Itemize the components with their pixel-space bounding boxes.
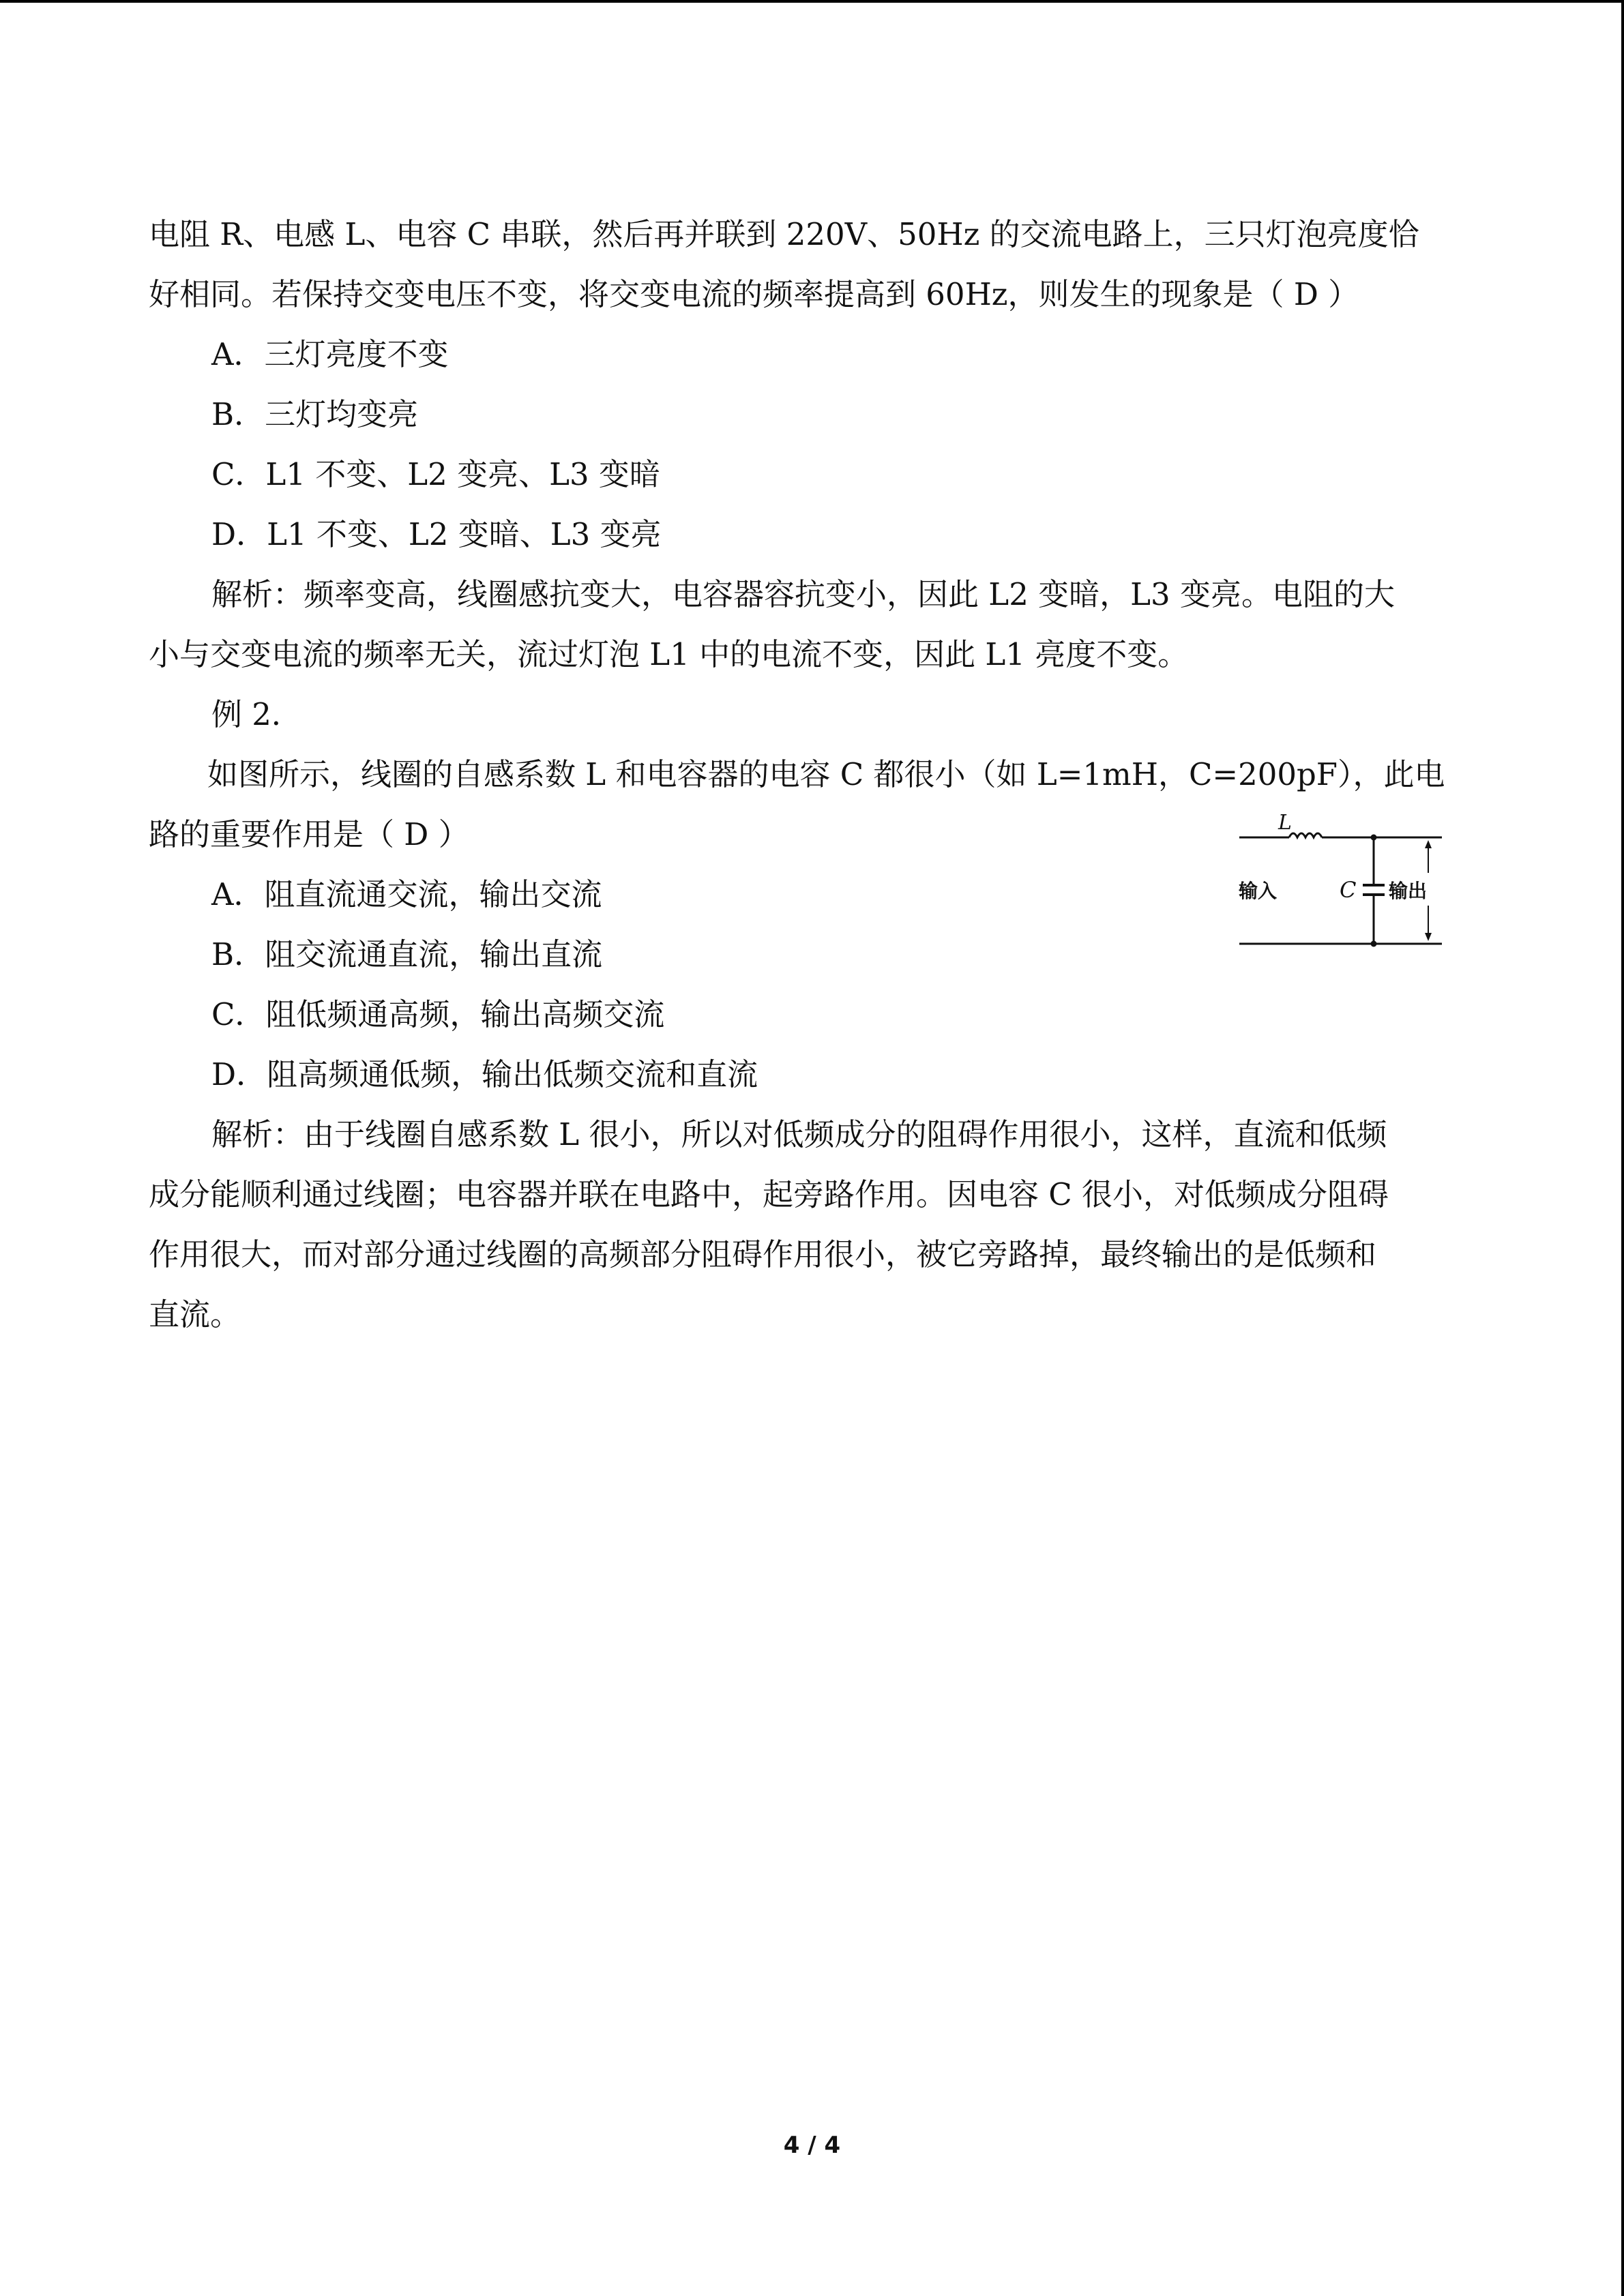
example1-analysis-line1: 解析：频率变高，线圈感抗变大，电容器容抗变小，因此 L2 变暗，L3 变亮。电阻的大 xyxy=(211,576,1395,612)
example1-option-c: C．L1 不变、L2 变亮、L3 变暗 xyxy=(211,456,660,492)
example2-stem-line1: 如图所示，线圈的自感系数 L 和电容器的电容 C 都很小（如 L=1mH，C=200pF），此电 xyxy=(207,756,1445,792)
example2-option-d: D．阻高频通低频，输出低频交流和直流 xyxy=(211,1056,758,1092)
example2-analysis-line1: 解析：由于线圈自感系数 L 很小，所以对低频成分的阻碍作用很小，这样，直流和低频 xyxy=(211,1116,1387,1152)
example2-option-b: B．阻交流通直流，输出直流 xyxy=(211,936,603,972)
inductor-coil-icon xyxy=(1289,833,1322,837)
page-border-right xyxy=(1621,0,1624,2296)
example1-option-b: B．三灯均变亮 xyxy=(211,396,419,432)
example2-analysis-line2: 成分能顺利通过线圈；电容器并联在电路中，起旁路作用。因电容 C 很小，对低频成分阻碍 xyxy=(149,1176,1389,1212)
inductor-label: L xyxy=(1278,811,1292,835)
example2-analysis-line3: 作用很大，而对部分通过线圈的高频部分阻碍作用很小，被它旁路掉，最终输出的是低频和 xyxy=(149,1236,1377,1272)
capacitor-label: C xyxy=(1340,877,1357,903)
example2-option-a: A．阻直流通交流，输出交流 xyxy=(211,876,602,912)
example1-analysis-line2: 小与交变电流的频率无关，流过灯泡 L1 中的电流不变，因此 L1 亮度不变。 xyxy=(149,636,1189,672)
page-border-top xyxy=(0,0,1624,3)
example1-option-a: A．三灯亮度不变 xyxy=(211,336,449,372)
junction-dot-bottom xyxy=(1371,941,1377,947)
example2-analysis-line4: 直流。 xyxy=(149,1296,241,1332)
example1-stem-line2: 好相同。若保持交变电压不变，将交变电流的频率提高到 60Hz，则发生的现象是（ D ） xyxy=(149,276,1359,312)
example2-stem-line2: 路的重要作用是（ D ） xyxy=(149,816,469,852)
example2-heading: 例 2． xyxy=(211,696,302,732)
lc-filter-circuit-diagram xyxy=(1236,810,1461,953)
example2-option-c: C．阻低频通高频，输出高频交流 xyxy=(211,996,665,1032)
output-label: 输出 xyxy=(1389,880,1428,902)
output-arrow-down-icon xyxy=(1425,933,1432,941)
document-body xyxy=(149,205,1458,1345)
example1-stem-line1: 电阻 R、电感 L、电容 C 串联，然后再并联到 220V、50Hz 的交流电路上，三只灯泡亮度恰 xyxy=(149,216,1419,252)
junction-dot-top xyxy=(1371,835,1377,841)
page-number: 4 / 4 xyxy=(783,2132,841,2159)
example1-option-d: D．L1 不变、L2 变暗、L3 变亮 xyxy=(211,516,662,552)
output-arrow-up-icon xyxy=(1425,840,1432,848)
input-label: 输入 xyxy=(1239,880,1278,902)
